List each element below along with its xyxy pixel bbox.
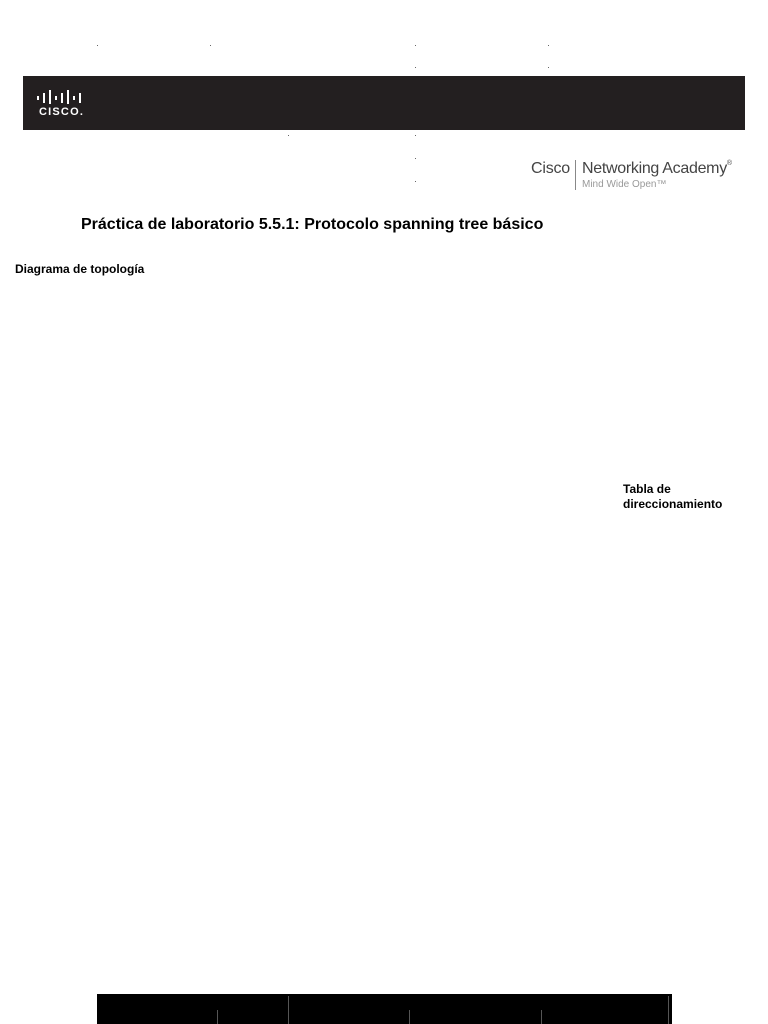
artifact-dot [415,45,416,46]
document-title: Práctica de laboratorio 5.5.1: Protocolo spanning tree básico [81,216,544,233]
artifact-dot [288,135,289,136]
table-column-divider [541,1010,542,1024]
academy-name: Networking Academy® [582,160,732,177]
artifact-dot [97,45,98,46]
topology-heading: Diagrama de topología [15,262,145,276]
artifact-dot [415,67,416,68]
table-header-bar [97,994,672,1024]
addressing-table-heading: Tabla de direccionamiento [623,482,723,511]
artifact-dot [548,67,549,68]
table-column-divider [409,1010,410,1024]
cisco-wordmark: CISCO. [39,106,85,118]
artifact-dot [548,45,549,46]
table-column-divider [217,1010,218,1024]
artifact-dot [415,135,416,136]
table-column-divider [288,996,289,1024]
cisco-bars-icon [37,90,89,104]
artifact-dot [415,158,416,159]
networking-academy-logo [531,158,751,192]
brand-name: Cisco [531,160,571,177]
table-column-divider [668,996,669,1024]
logo-separator [575,160,576,190]
artifact-dot [210,45,211,46]
cisco-logo [37,90,97,120]
registered-mark: ® [726,160,732,167]
artifact-dot [415,181,416,182]
tagline: Mind Wide Open™ [582,179,667,190]
header-banner [23,76,745,130]
